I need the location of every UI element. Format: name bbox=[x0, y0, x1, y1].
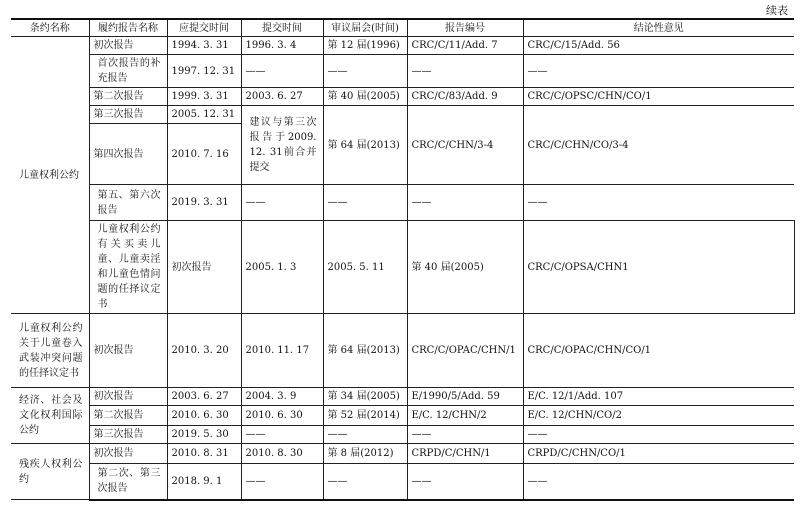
report-name: 初次报告 bbox=[89, 314, 167, 388]
table-row bbox=[11, 221, 794, 314]
submitted-date: 1996. 3. 4 bbox=[241, 37, 323, 55]
table-row bbox=[11, 55, 794, 88]
table-row bbox=[11, 426, 794, 444]
header-row bbox=[11, 19, 794, 37]
report-number: CRC/C/83/Add. 9 bbox=[407, 88, 523, 106]
session: 第 40 届(2005) bbox=[323, 88, 407, 106]
table-row bbox=[11, 444, 794, 464]
conclusion: —— bbox=[523, 55, 794, 88]
conclusion: E/C. 12/CHN/CO/2 bbox=[523, 406, 794, 426]
header-treaty: 条约名称 bbox=[11, 19, 89, 37]
header-submitted-date: 提交时间 bbox=[241, 19, 323, 37]
conclusion: —— bbox=[523, 464, 794, 500]
conclusion: —— bbox=[523, 185, 794, 221]
session: 第 8 届(2012) bbox=[323, 444, 407, 464]
table-row bbox=[11, 106, 794, 124]
due-date: 2010. 3. 20 bbox=[167, 314, 241, 388]
treaty-name: 残疾人权利公约 bbox=[11, 444, 89, 500]
submitted-date: —— bbox=[241, 55, 323, 88]
report-number: CRC/C/OPAC/CHN/1 bbox=[407, 314, 523, 388]
treaty-name: 经济、社会及文化权利国际公约 bbox=[11, 388, 89, 444]
conclusion: CRC/C/CHN/CO/3-4 bbox=[523, 106, 794, 185]
submitted-date: 2005. 5. 11 bbox=[323, 221, 407, 314]
treaty-report-table bbox=[11, 18, 794, 501]
submitted-date: 2004. 3. 9 bbox=[241, 388, 323, 406]
header-report-name: 履约报告名称 bbox=[89, 19, 167, 37]
submitted-note: 建议与第三次报告于2009. 12. 31前合并提交 bbox=[241, 106, 323, 185]
session: 第 40 届(2005) bbox=[407, 221, 523, 314]
submitted-date: 2010. 11. 17 bbox=[241, 314, 323, 388]
header-conclusion: 结论性意见 bbox=[523, 19, 794, 37]
submitted-date: 2010. 7. 16 bbox=[167, 124, 241, 185]
header-report-number: 报告编号 bbox=[407, 19, 523, 37]
table-row bbox=[11, 185, 794, 221]
report-name: 第四次报告 bbox=[89, 124, 167, 185]
session: 第 12 届(1996) bbox=[323, 37, 407, 55]
table-row bbox=[11, 388, 794, 406]
session: 第 52 届(2014) bbox=[323, 406, 407, 426]
submitted-date: —— bbox=[241, 185, 323, 221]
due-date: 2010. 6. 30 bbox=[167, 406, 241, 426]
due-date: 2019. 3. 31 bbox=[167, 185, 241, 221]
report-number: CRPD/C/CHN/1 bbox=[407, 444, 523, 464]
session: —— bbox=[323, 464, 407, 500]
table-row bbox=[11, 314, 794, 388]
conclusion: CRC/C/15/Add. 56 bbox=[523, 37, 794, 55]
treaty-name: 儿童权利公约 bbox=[11, 37, 89, 314]
report-number: E/1990/5/Add. 59 bbox=[407, 388, 523, 406]
due-date: 2019. 5. 30 bbox=[167, 426, 241, 444]
due-date: 1994. 3. 31 bbox=[167, 37, 241, 55]
continued-label: 续表 bbox=[766, 4, 788, 17]
submitted-date: —— bbox=[241, 464, 323, 500]
report-name: 初次报告 bbox=[89, 37, 167, 55]
due-date: 2005. 1. 3 bbox=[241, 221, 323, 314]
report-name: 第三次报告 bbox=[89, 106, 167, 124]
session: —— bbox=[323, 426, 407, 444]
session: 第 64 届(2013) bbox=[323, 106, 407, 185]
report-name: 首次报告的补充报告 bbox=[89, 55, 167, 88]
table-row bbox=[11, 37, 794, 55]
due-date: 1997. 12. 31 bbox=[167, 55, 241, 88]
report-name: 第五、第六次报告 bbox=[89, 185, 167, 221]
submitted-date: 2003. 6. 27 bbox=[241, 88, 323, 106]
table-row bbox=[11, 406, 794, 426]
report-name: 第二次、第三次报告 bbox=[89, 464, 167, 500]
treaty-name: 儿童权利公约关于儿童卷入武装冲突问题的任择议定书 bbox=[11, 314, 89, 388]
conclusion: CRPD/C/CHN/CO/1 bbox=[523, 444, 794, 464]
session: 第 64 届(2013) bbox=[323, 314, 407, 388]
report-name: 初次报告 bbox=[89, 444, 167, 464]
due-date: 2018. 9. 1 bbox=[167, 464, 241, 500]
report-number: —— bbox=[407, 55, 523, 88]
report-name: 第三次报告 bbox=[89, 426, 167, 444]
report-number: —— bbox=[407, 464, 523, 500]
conclusion: CRC/C/OPSC/CHN/CO/1 bbox=[523, 88, 794, 106]
report-name: 初次报告 bbox=[167, 221, 241, 314]
session: 第 34 届(2005) bbox=[323, 388, 407, 406]
session: —— bbox=[323, 185, 407, 221]
submitted-date: —— bbox=[241, 426, 323, 444]
submitted-date: 2010. 8. 30 bbox=[241, 444, 323, 464]
table-row bbox=[11, 88, 794, 106]
due-date: 1999. 3. 31 bbox=[167, 88, 241, 106]
treaty-name: 儿童权利公约有关买卖儿童、儿童卖淫和儿童色情问题的任择议定书 bbox=[89, 221, 167, 314]
report-number: —— bbox=[407, 426, 523, 444]
conclusion: CRC/C/OPAC/CHN/CO/1 bbox=[523, 314, 794, 388]
due-date: 2010. 8. 31 bbox=[167, 444, 241, 464]
header-due-date: 应提交时间 bbox=[167, 19, 241, 37]
table-row bbox=[11, 464, 794, 500]
due-date: 2003. 6. 27 bbox=[167, 388, 241, 406]
report-number: —— bbox=[407, 185, 523, 221]
report-number: CRC/C/OPSA/CHN1 bbox=[523, 221, 794, 314]
report-name: 第二次报告 bbox=[89, 406, 167, 426]
report-number: E/C. 12/CHN/2 bbox=[407, 406, 523, 426]
conclusion: —— bbox=[523, 426, 794, 444]
report-number: CRC/C/CHN/3-4 bbox=[407, 106, 523, 185]
report-number: CRC/C/11/Add. 7 bbox=[407, 37, 523, 55]
report-name: 第二次报告 bbox=[89, 88, 167, 106]
session: —— bbox=[323, 55, 407, 88]
header-session: 审议届会(时间) bbox=[323, 19, 407, 37]
report-name: 初次报告 bbox=[89, 388, 167, 406]
submitted-date: 2010. 6. 30 bbox=[241, 406, 323, 426]
due-date: 2005. 12. 31 bbox=[167, 106, 241, 124]
conclusion: E/C. 12/1/Add. 107 bbox=[523, 388, 794, 406]
